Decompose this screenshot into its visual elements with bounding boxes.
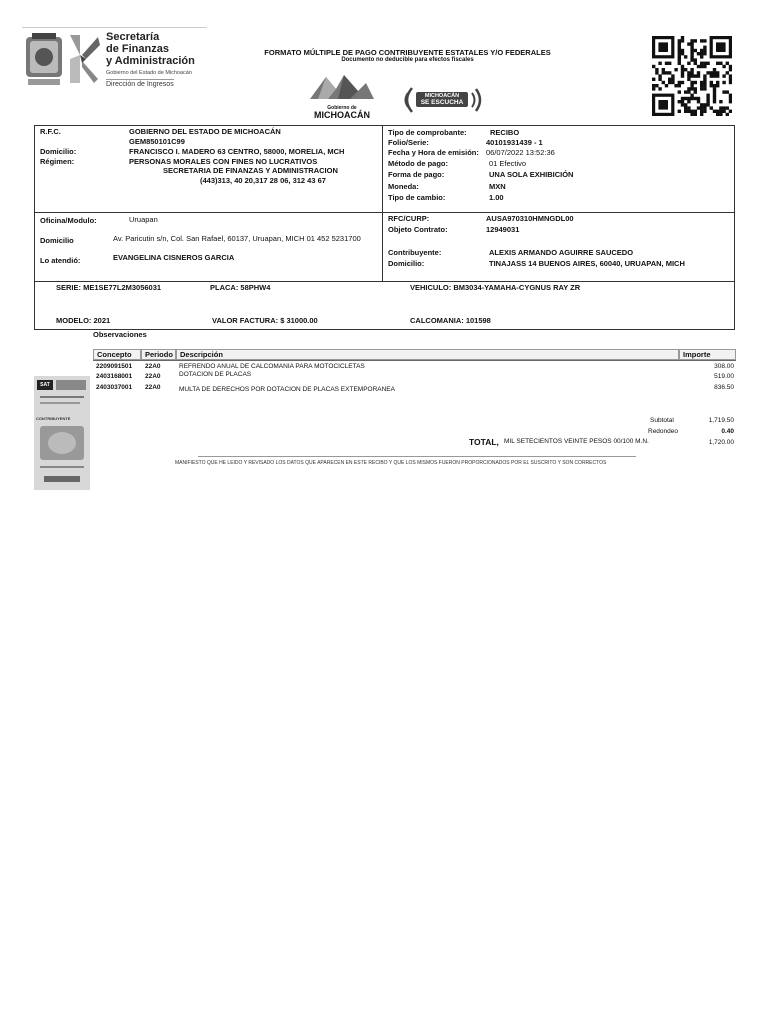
header-top-rule (22, 27, 207, 28)
table-header-rule (93, 360, 736, 361)
total-label: TOTAL, (469, 437, 499, 447)
taxpayer-contribuyente: ALEXIS ARMANDO AGUIRRE SAUCEDO (489, 248, 634, 257)
stamp-footer-bar (44, 476, 80, 482)
row-importe: 308.00 (714, 363, 734, 370)
taxpayer-rfc-label: RFC/CURP: (388, 214, 430, 223)
gov-small-text: Gobierno de (327, 105, 357, 111)
voucher-moneda: MXN (489, 182, 506, 191)
row-descripcion: MULTA DE DERECHOS POR DOTACION DE PLACAS EXTEMPORANEA (179, 386, 395, 393)
row-periodo: 22A0 (145, 373, 161, 380)
issuer-rfc: GEM850101C99 (129, 137, 185, 146)
coat-of-arms-logo (24, 31, 64, 87)
voucher-folio: 40101931439 - 1 (486, 138, 543, 147)
info-box-divider-1 (34, 212, 735, 213)
row-concepto: 2403168001 (96, 373, 133, 380)
redondeo-label: Redondeo (648, 428, 678, 435)
info-box-vertical-divider (382, 125, 383, 282)
office-domicilio-label: Domicilio (40, 236, 74, 245)
logo-department: Dirección de Ingresos (106, 81, 174, 88)
payment-stamp-image (34, 376, 90, 490)
taxpayer-domicilio: TINAJASS 14 BUENOS AIRES, 60040, URUAPAN, MICH (489, 259, 685, 268)
taxpayer-objeto: 12949031 (486, 225, 520, 234)
voucher-cambio: 1.00 (489, 193, 504, 202)
office-domicilio: Av. Paricutin s/n, Col. San Rafael, 60137, Uruapan, MICH 01 452 5231700 (113, 234, 361, 243)
logo-line-1: Secretaría (106, 31, 160, 43)
row-descripcion: REFRENDO ANUAL DE CALCOMANIA PARA MOTOCICLETAS (179, 363, 365, 370)
row-concepto: 2209091501 (96, 363, 133, 370)
vehicle-valor: VALOR FACTURA: $ 31000.00 (212, 316, 318, 325)
issuer-regimen: PERSONAS MORALES CON FINES NO LUCRATIVOS (129, 157, 318, 166)
gov-big-text: MICHOACÁN (314, 110, 370, 120)
redondeo-value: 0.40 (721, 428, 734, 435)
voucher-moneda-label: Moneda: (388, 182, 419, 191)
office-atendio-label: Lo atendió: (40, 256, 81, 265)
voucher-forma: UNA SOLA EXHIBICIÓN (489, 170, 574, 179)
issuer-regimen-label: Régimen: (40, 157, 75, 166)
voucher-metodo: 01 Efectivo (489, 159, 527, 168)
row-concepto: 2403037001 (96, 384, 133, 391)
office-label: Oficina/Modulo: (40, 216, 97, 225)
voucher-metodo-label: Método de pago: (388, 159, 448, 168)
col-header-descripcion: Descripción (176, 349, 679, 360)
stamp-line (40, 466, 84, 468)
stamp-header-bar (56, 380, 86, 390)
stamp-badge: SAT (37, 380, 53, 390)
voucher-tipo-label: Tipo de comprobante: (388, 128, 467, 137)
gobierno-michoacan-logo (306, 71, 378, 119)
taxpayer-domicilio-label: Domicilio: (388, 259, 425, 268)
form-title: FORMATO MÚLTIPLE DE PAGO CONTRIBUYENTE ESTATALES Y/O FEDERALES (264, 48, 551, 57)
logo-subtitle: Gobierno del Estado de Michoacán (106, 70, 192, 76)
form-subtitle: Documento no deducible para efectos fiscales (341, 57, 474, 63)
row-periodo: 22A0 (145, 384, 161, 391)
finanzas-logo-mark (64, 31, 102, 87)
stamp-word: CONTRIBUYENTE (36, 416, 71, 421)
observaciones-label: Observaciones (93, 330, 147, 339)
vehicle-placa: PLACA: 58PHW4 (210, 283, 271, 292)
disclaimer-text: MANIFIESTO QUE HE LEIDO Y REVISADO LOS DATOS QUE APARECEN EN ESTE RECIBO Y QUE LOS MISMOS FUERON PROPORCIONADOS POR EL SUSCRITO Y SON CORRECTOS (175, 460, 607, 466)
subtotal-label: Subtotal (650, 417, 674, 424)
slogan-line-1: MICHOACÁN (424, 93, 460, 99)
voucher-cambio-label: Tipo de cambio: (388, 193, 446, 202)
issuer-secretaria: SECRETARIA DE FINANZAS Y ADMINISTRACION (163, 166, 338, 175)
row-importe: 519.00 (714, 373, 734, 380)
taxpayer-rfc: AUSA970310HMNGDL00 (486, 214, 574, 223)
stamp-line (40, 402, 80, 404)
issuer-domicilio: FRANCISCO I. MADERO 63 CENTRO, 58000, MORELIA, MCH (129, 147, 345, 156)
info-box-divider-2 (34, 281, 735, 282)
total-in-words: MIL SETECIENTOS VEINTE PESOS 00/100 M.N. (504, 438, 649, 445)
subtotal-value: 1,719.50 (708, 417, 734, 424)
vehicle-modelo: MODELO: 2021 (56, 316, 111, 325)
signature-rule (198, 456, 636, 457)
row-descripcion: DOTACION DE PLACAS (179, 371, 252, 378)
office-atendio: EVANGELINA CISNEROS GARCIA (113, 253, 235, 262)
row-importe: 836.50 (714, 384, 734, 391)
slogan-line-2: SE ESCUCHA (420, 99, 464, 106)
col-header-periodo: Periodo (141, 349, 176, 360)
stamp-seal-center (48, 432, 76, 454)
voucher-fecha-label: Fecha y Hora de emisión: (388, 148, 479, 157)
col-header-importe: Importe (679, 349, 736, 360)
taxpayer-contribuyente-label: Contribuyente: (388, 248, 442, 257)
voucher-folio-label: Folio/Serie: (388, 138, 429, 147)
qr-code (652, 36, 732, 116)
issuer-telefonos: (443)313, 40 20,317 28 06, 312 43 67 (200, 176, 326, 185)
issuer-name: GOBIERNO DEL ESTADO DE MICHOACÁN (129, 127, 281, 136)
voucher-forma-label: Forma de pago: (388, 170, 445, 179)
total-value: 1,720.00 (708, 439, 734, 446)
office-value: Uruapan (129, 215, 158, 224)
vehicle-calcomania: CALCOMANIA: 101598 (410, 316, 491, 325)
issuer-rfc-label: R.F.C. (40, 127, 61, 136)
issuer-domicilio-label: Domicilio: (40, 147, 77, 156)
vehicle-vehiculo: VEHICULO: BM3034-YAMAHA-CYGNUS RAY ZR (410, 283, 581, 292)
voucher-fecha: 06/07/2022 13:52:36 (486, 148, 555, 157)
row-periodo: 22A0 (145, 363, 161, 370)
michoacan-se-escucha-logo (400, 86, 490, 114)
stamp-line (40, 396, 84, 398)
logo-line-3: y Administración (106, 55, 195, 67)
taxpayer-objeto-label: Objeto Contrato: (388, 225, 448, 234)
voucher-tipo: RECIBO (490, 128, 520, 137)
logo-line-2: de Finanzas (106, 43, 169, 55)
col-header-concepto: Concepto (93, 349, 141, 360)
vehicle-serie: SERIE: ME1SE77L2M3056031 (56, 283, 162, 292)
